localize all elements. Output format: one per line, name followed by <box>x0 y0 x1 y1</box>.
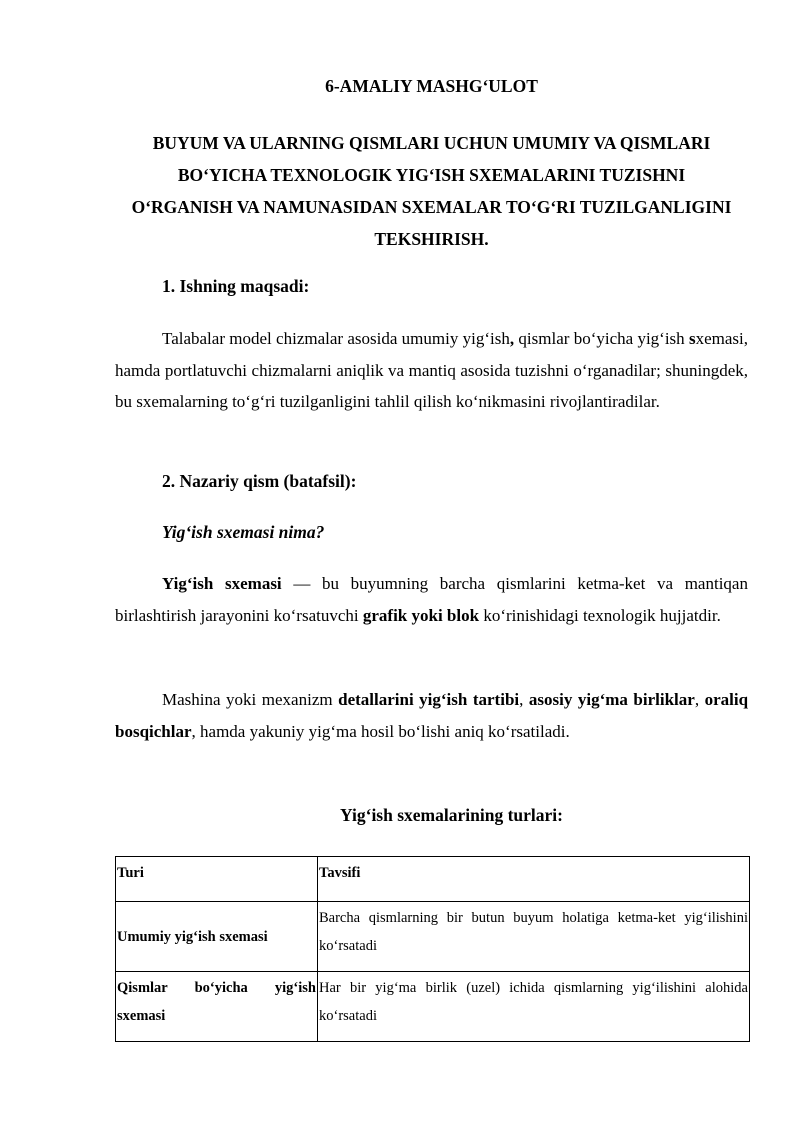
question-heading: Yig‘ish sxemasi nima? <box>162 522 325 542</box>
table-row <box>116 902 750 972</box>
types-heading: Yig‘ish sxemalarining turlari: <box>340 805 563 825</box>
types-table <box>115 856 750 1042</box>
table-cell-desc: Barcha qismlarning bir butun buyum holatiga ketma-ket yig‘ilishini ko‘rsatadi <box>318 902 750 972</box>
details-paragraph: Mashina yoki mexanizm detallarini yig‘ish tartibi, asosiy yig‘ma birliklar, oraliq bosqichlar, hamda yakuniy yig‘ma hosil bo‘lishi aniq ko‘rsatiladi. <box>115 690 749 741</box>
main-title: BUYUM VA ULARNING QISMLARI UCHUN UMUMIY VA QISMLARI BO‘YICHA TEXNOLOGIK YIG‘ISH SXEMALARINI TUZISHNI O‘RGANISH VA NAMUNASIDAN SXEMALAR TO‘G‘RI TUZILGANLIGINI TEKSHIRISH. <box>131 133 732 249</box>
table-header-cell: Turi <box>116 857 318 902</box>
section1-heading: 1. Ishning maqsadi: <box>162 276 310 296</box>
section2-heading: 2. Nazariy qism (batafsil): <box>162 471 357 491</box>
table-cell-desc: Har bir yig‘ma birlik (uzel) ichida qismlarning yig‘ilishini alohida ko‘rsatadi <box>318 972 750 1042</box>
table-header-cell: Tavsifi <box>318 857 750 902</box>
table-cell-type: Qismlar bo‘yicha yig‘ish sxemasi <box>116 972 318 1042</box>
definition-paragraph: Yig‘ish sxemasi — bu buyumning barcha qismlarini ketma-ket va mantiqan birlashtirish jarayonini ko‘rsatuvchi grafik yoki blok ko‘rinishidagi texnologik hujjatdir. <box>115 574 748 625</box>
section1-paragraph: Talabalar model chizmalar asosida umumiy yig‘ish, qismlar bo‘yicha yig‘ish sxemasi, hamda portlatuvchi chizmalarni aniqlik va mantiq asosida tuzishni o‘rganadilar; shuningdek, bu sxemalarning to‘g‘ri tuzilganligini tahlil qilish ko‘nikmasini rivojlantiradilar. <box>115 329 748 411</box>
practical-title: 6-AMALIY MASHG‘ULOT <box>325 76 538 96</box>
table-cell-type: Umumiy yig‘ish sxemasi <box>116 902 318 972</box>
table-header-row <box>116 857 750 902</box>
table-row <box>116 972 750 1042</box>
